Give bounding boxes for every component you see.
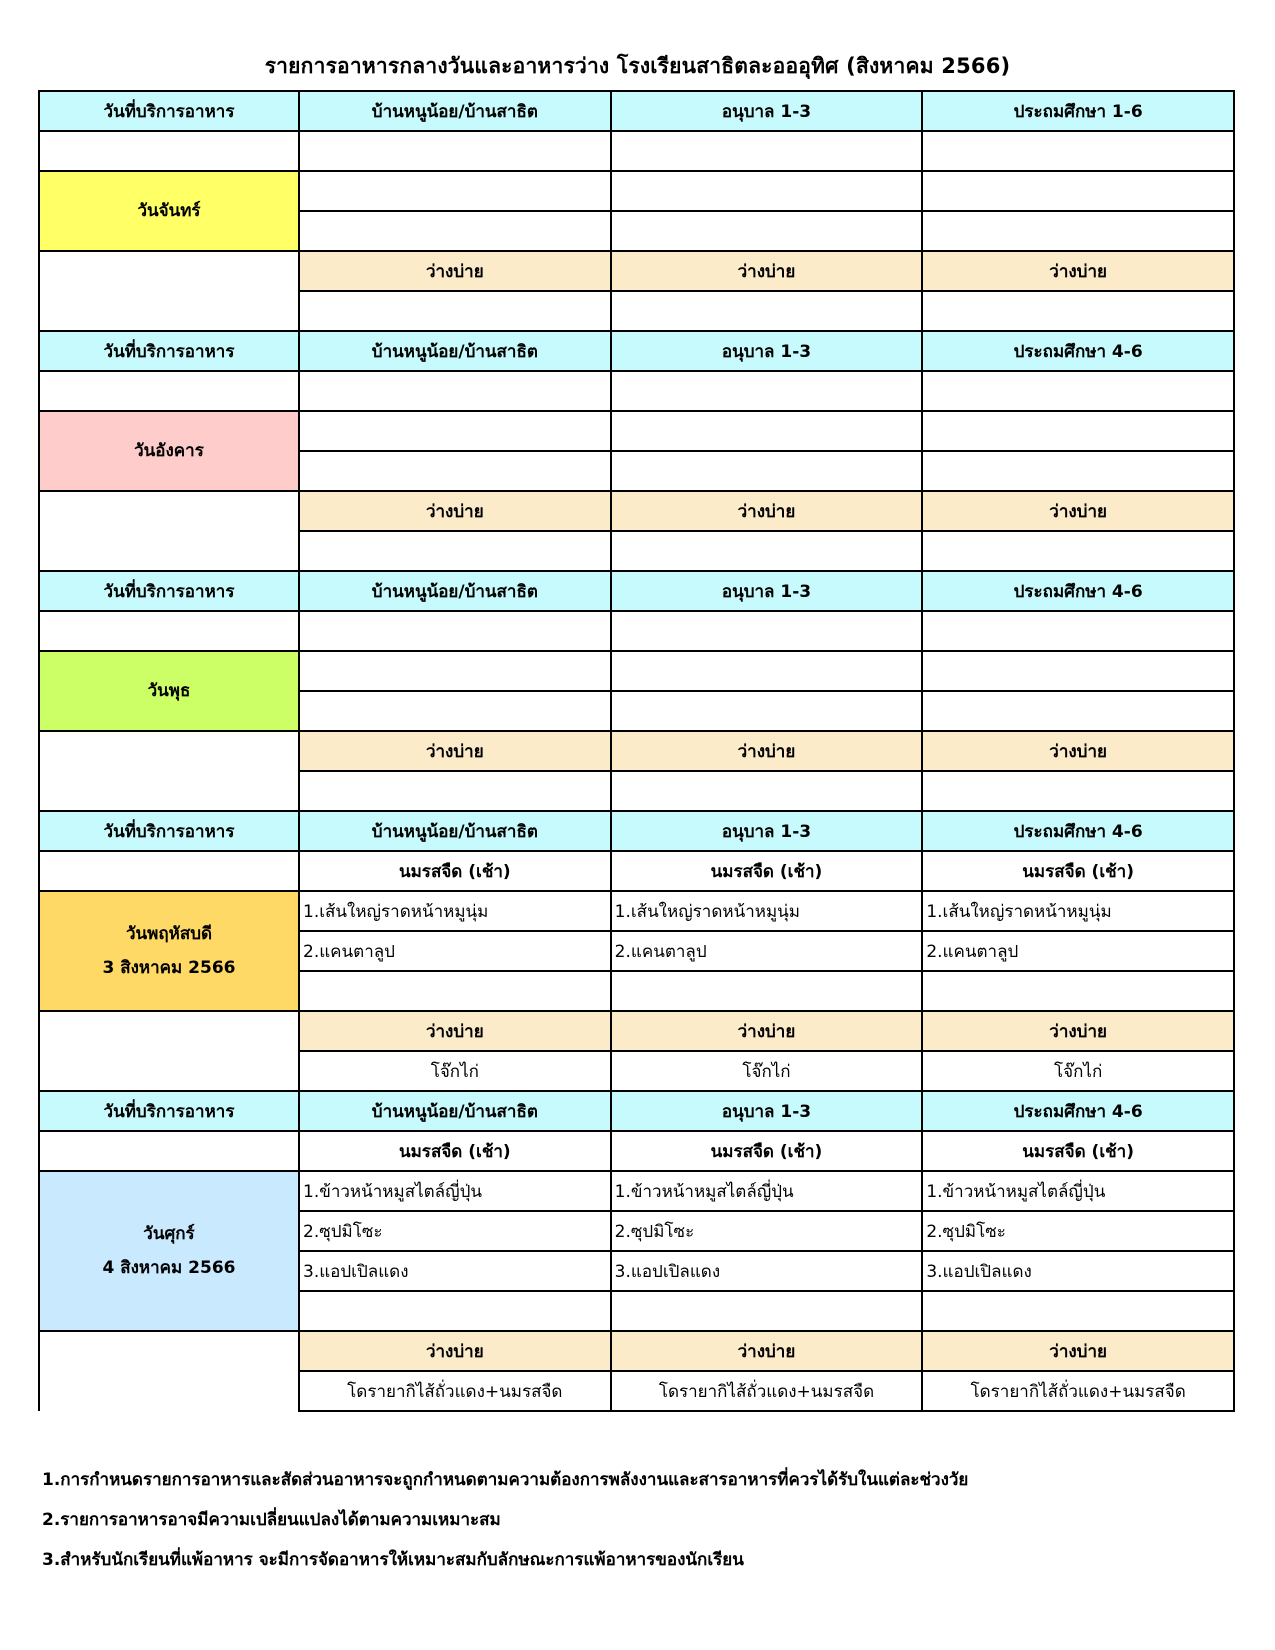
morning-milk-label: นมรสจืด (เช้า) — [611, 1131, 923, 1171]
day-spacer — [39, 851, 299, 891]
snack-label: ว่างบ่าย — [299, 491, 611, 531]
snack-label: ว่างบ่าย — [299, 731, 611, 771]
snack-label: ว่างบ่าย — [299, 1011, 611, 1051]
morning-milk-label: นมรสจืด (เช้า) — [922, 851, 1234, 891]
snack-row — [39, 731, 1234, 771]
header-col-primary: ประถมศึกษา 4-6 — [922, 811, 1234, 851]
menu-cell — [299, 451, 611, 491]
morning-milk-label: นมรสจืด (เช้า) — [299, 851, 611, 891]
table-row — [39, 611, 1234, 651]
day-name: วันพฤหัสบดี — [125, 924, 213, 944]
menu-cell — [299, 171, 611, 211]
menu-cell — [299, 1291, 611, 1331]
menu-item: 2.แคนตาลูป — [299, 931, 611, 971]
header-col-kindergarten: อนุบาล 1-3 — [611, 331, 923, 371]
header-date-cell: วันที่บริการอาหาร — [39, 811, 299, 851]
morning-milk-label: นมรสจืด (เช้า) — [611, 851, 923, 891]
table-row — [39, 651, 1234, 691]
table-row — [39, 891, 1234, 931]
menu-cell — [611, 611, 923, 651]
snack-cell — [299, 531, 611, 571]
menu-cell — [922, 1291, 1234, 1331]
menu-cell — [922, 211, 1234, 251]
menu-item: 1.ข้าวหน้าหมูสไตล์ญี่ปุ่น — [611, 1171, 923, 1211]
snack-item: โดรายากิไส้ถั่วแดง+นมรสจืด — [611, 1371, 923, 1411]
day-spacer — [39, 731, 299, 811]
menu-cell — [611, 131, 923, 171]
table-row — [39, 1171, 1234, 1211]
snack-cell — [922, 531, 1234, 571]
note-item: 1.การกำหนดรายการอาหารและสัดส่วนอาหารจะถูกกำหนดตามความต้องการพลังงานและสารอาหารที่ควรได้รับในแต่ละช่วงวัย — [42, 1470, 969, 1490]
menu-item: 2.แคนตาลูป — [611, 931, 923, 971]
menu-cell — [922, 651, 1234, 691]
menu-item: 3.แอปเปิลแดง — [299, 1251, 611, 1291]
header-col-kindergarten: อนุบาล 1-3 — [611, 571, 923, 611]
snack-label: ว่างบ่าย — [611, 491, 923, 531]
table-row — [39, 851, 1234, 891]
header-col-nursery: บ้านหนูน้อย/บ้านสาธิต — [299, 571, 611, 611]
header-col-kindergarten: อนุบาล 1-3 — [611, 91, 923, 131]
menu-cell — [611, 211, 923, 251]
snack-label: ว่างบ่าย — [611, 1331, 923, 1371]
snack-label: ว่างบ่าย — [611, 731, 923, 771]
menu-cell — [611, 411, 923, 451]
header-col-primary: ประถมศึกษา 4-6 — [922, 331, 1234, 371]
header-col-nursery: บ้านหนูน้อย/บ้านสาธิต — [299, 1091, 611, 1131]
menu-cell — [611, 651, 923, 691]
snack-label: ว่างบ่าย — [922, 251, 1234, 291]
table-row — [39, 411, 1234, 451]
snack-item: โจ๊กไก่ — [922, 1051, 1234, 1091]
day-spacer — [39, 1131, 299, 1171]
day-name: วันอังคาร — [134, 441, 204, 461]
day-spacer — [39, 491, 299, 571]
day-date: 4 สิงหาคม 2566 — [102, 1258, 236, 1278]
day-spacer — [39, 371, 299, 411]
menu-item: 2.ซุปมิโซะ — [299, 1211, 611, 1251]
menu-cell — [611, 691, 923, 731]
header-row-monday — [39, 91, 1234, 131]
header-row-wednesday — [39, 571, 1234, 611]
menu-cell — [922, 611, 1234, 651]
menu-item: 1.เส้นใหญ่ราดหน้าหมูนุ่ม — [922, 891, 1234, 931]
snack-label: ว่างบ่าย — [299, 1331, 611, 1371]
menu-cell — [299, 371, 611, 411]
menu-item: 1.เส้นใหญ่ราดหน้าหมูนุ่ม — [611, 891, 923, 931]
snack-item: โจ๊กไก่ — [611, 1051, 923, 1091]
header-row-friday — [39, 1091, 1234, 1131]
menu-item: 2.ซุปมิโซะ — [922, 1211, 1234, 1251]
menu-cell — [922, 971, 1234, 1011]
menu-cell — [611, 451, 923, 491]
snack-label: ว่างบ่าย — [922, 731, 1234, 771]
header-date-cell: วันที่บริการอาหาร — [39, 571, 299, 611]
menu-table — [38, 90, 1235, 1412]
menu-cell — [611, 171, 923, 211]
day-spacer — [39, 251, 299, 331]
snack-cell — [611, 291, 923, 331]
header-col-nursery: บ้านหนูน้อย/บ้านสาธิต — [299, 91, 611, 131]
snack-label: ว่างบ่าย — [922, 491, 1234, 531]
snack-label: ว่างบ่าย — [611, 251, 923, 291]
header-col-kindergarten: อนุบาล 1-3 — [611, 811, 923, 851]
notes-section — [42, 1460, 1232, 1580]
snack-cell — [922, 771, 1234, 811]
header-col-nursery: บ้านหนูน้อย/บ้านสาธิต — [299, 331, 611, 371]
day-cell-monday — [39, 171, 299, 251]
day-cell-thursday — [39, 891, 299, 1011]
menu-item: 2.แคนตาลูป — [922, 931, 1234, 971]
day-date: 3 สิงหาคม 2566 — [102, 958, 236, 978]
snack-cell — [299, 291, 611, 331]
header-col-primary: ประถมศึกษา 4-6 — [922, 1091, 1234, 1131]
page-title: รายการอาหารกลางวันและอาหารว่าง โรงเรียนสาธิตละอออุทิศ (สิงหาคม 2566) — [264, 54, 1011, 78]
menu-cell — [299, 651, 611, 691]
snack-cell — [611, 531, 923, 571]
snack-item: โจ๊กไก่ — [299, 1051, 611, 1091]
snack-cell — [299, 771, 611, 811]
menu-cell — [922, 131, 1234, 171]
header-row-tuesday — [39, 331, 1234, 371]
header-col-nursery: บ้านหนูน้อย/บ้านสาธิต — [299, 811, 611, 851]
snack-label: ว่างบ่าย — [922, 1011, 1234, 1051]
menu-cell — [922, 691, 1234, 731]
day-name: วันศุกร์ — [143, 1224, 195, 1244]
table-row — [39, 131, 1234, 171]
snack-label: ว่างบ่าย — [299, 251, 611, 291]
menu-cell — [611, 371, 923, 411]
snack-row — [39, 1331, 1234, 1371]
header-row-thursday — [39, 811, 1234, 851]
menu-item: 1.ข้าวหน้าหมูสไตล์ญี่ปุ่น — [299, 1171, 611, 1211]
menu-item: 1.ข้าวหน้าหมูสไตล์ญี่ปุ่น — [922, 1171, 1234, 1211]
snack-cell — [611, 771, 923, 811]
snack-label: ว่างบ่าย — [611, 1011, 923, 1051]
menu-cell — [922, 171, 1234, 211]
day-cell-tuesday — [39, 411, 299, 491]
day-spacer — [39, 1331, 299, 1411]
snack-item: โดรายากิไส้ถั่วแดง+นมรสจืด — [922, 1371, 1234, 1411]
note-item: 3.สำหรับนักเรียนที่แพ้อาหาร จะมีการจัดอาหารให้เหมาะสมกับลักษณะการแพ้อาหารของนักเรียน — [42, 1550, 744, 1570]
snack-row — [39, 1011, 1234, 1051]
day-spacer — [39, 131, 299, 171]
menu-cell — [299, 411, 611, 451]
morning-milk-label: นมรสจืด (เช้า) — [299, 1131, 611, 1171]
snack-label: ว่างบ่าย — [922, 1331, 1234, 1371]
menu-item: 1.เส้นใหญ่ราดหน้าหมูนุ่ม — [299, 891, 611, 931]
menu-cell — [611, 971, 923, 1011]
morning-milk-label: นมรสจืด (เช้า) — [922, 1131, 1234, 1171]
day-name: วันพุธ — [147, 681, 191, 701]
menu-cell — [922, 371, 1234, 411]
menu-cell — [299, 971, 611, 1011]
header-col-kindergarten: อนุบาล 1-3 — [611, 1091, 923, 1131]
menu-cell — [922, 411, 1234, 451]
snack-item: โดรายากิไส้ถั่วแดง+นมรสจืด — [299, 1371, 611, 1411]
menu-item: 2.ซุปมิโซะ — [611, 1211, 923, 1251]
day-cell-friday — [39, 1171, 299, 1331]
header-col-primary: ประถมศึกษา 1-6 — [922, 91, 1234, 131]
header-date-cell: วันที่บริการอาหาร — [39, 1091, 299, 1131]
menu-cell — [299, 611, 611, 651]
snack-cell — [922, 291, 1234, 331]
day-name: วันจันทร์ — [137, 201, 201, 221]
menu-cell — [299, 211, 611, 251]
snack-row — [39, 251, 1234, 291]
snack-row — [39, 491, 1234, 531]
table-row — [39, 171, 1234, 211]
menu-cell — [299, 131, 611, 171]
menu-item: 3.แอปเปิลแดง — [922, 1251, 1234, 1291]
day-spacer — [39, 1011, 299, 1091]
table-row — [39, 371, 1234, 411]
menu-cell — [922, 451, 1234, 491]
header-date-cell: วันที่บริการอาหาร — [39, 91, 299, 131]
menu-item: 3.แอปเปิลแดง — [611, 1251, 923, 1291]
menu-cell — [611, 1291, 923, 1331]
table-row — [39, 1131, 1234, 1171]
day-spacer — [39, 611, 299, 651]
note-item: 2.รายการอาหารอาจมีความเปลี่ยนแปลงได้ตามความเหมาะสม — [42, 1510, 501, 1530]
header-col-primary: ประถมศึกษา 4-6 — [922, 571, 1234, 611]
menu-cell — [299, 691, 611, 731]
day-cell-wednesday — [39, 651, 299, 731]
header-date-cell: วันที่บริการอาหาร — [39, 331, 299, 371]
